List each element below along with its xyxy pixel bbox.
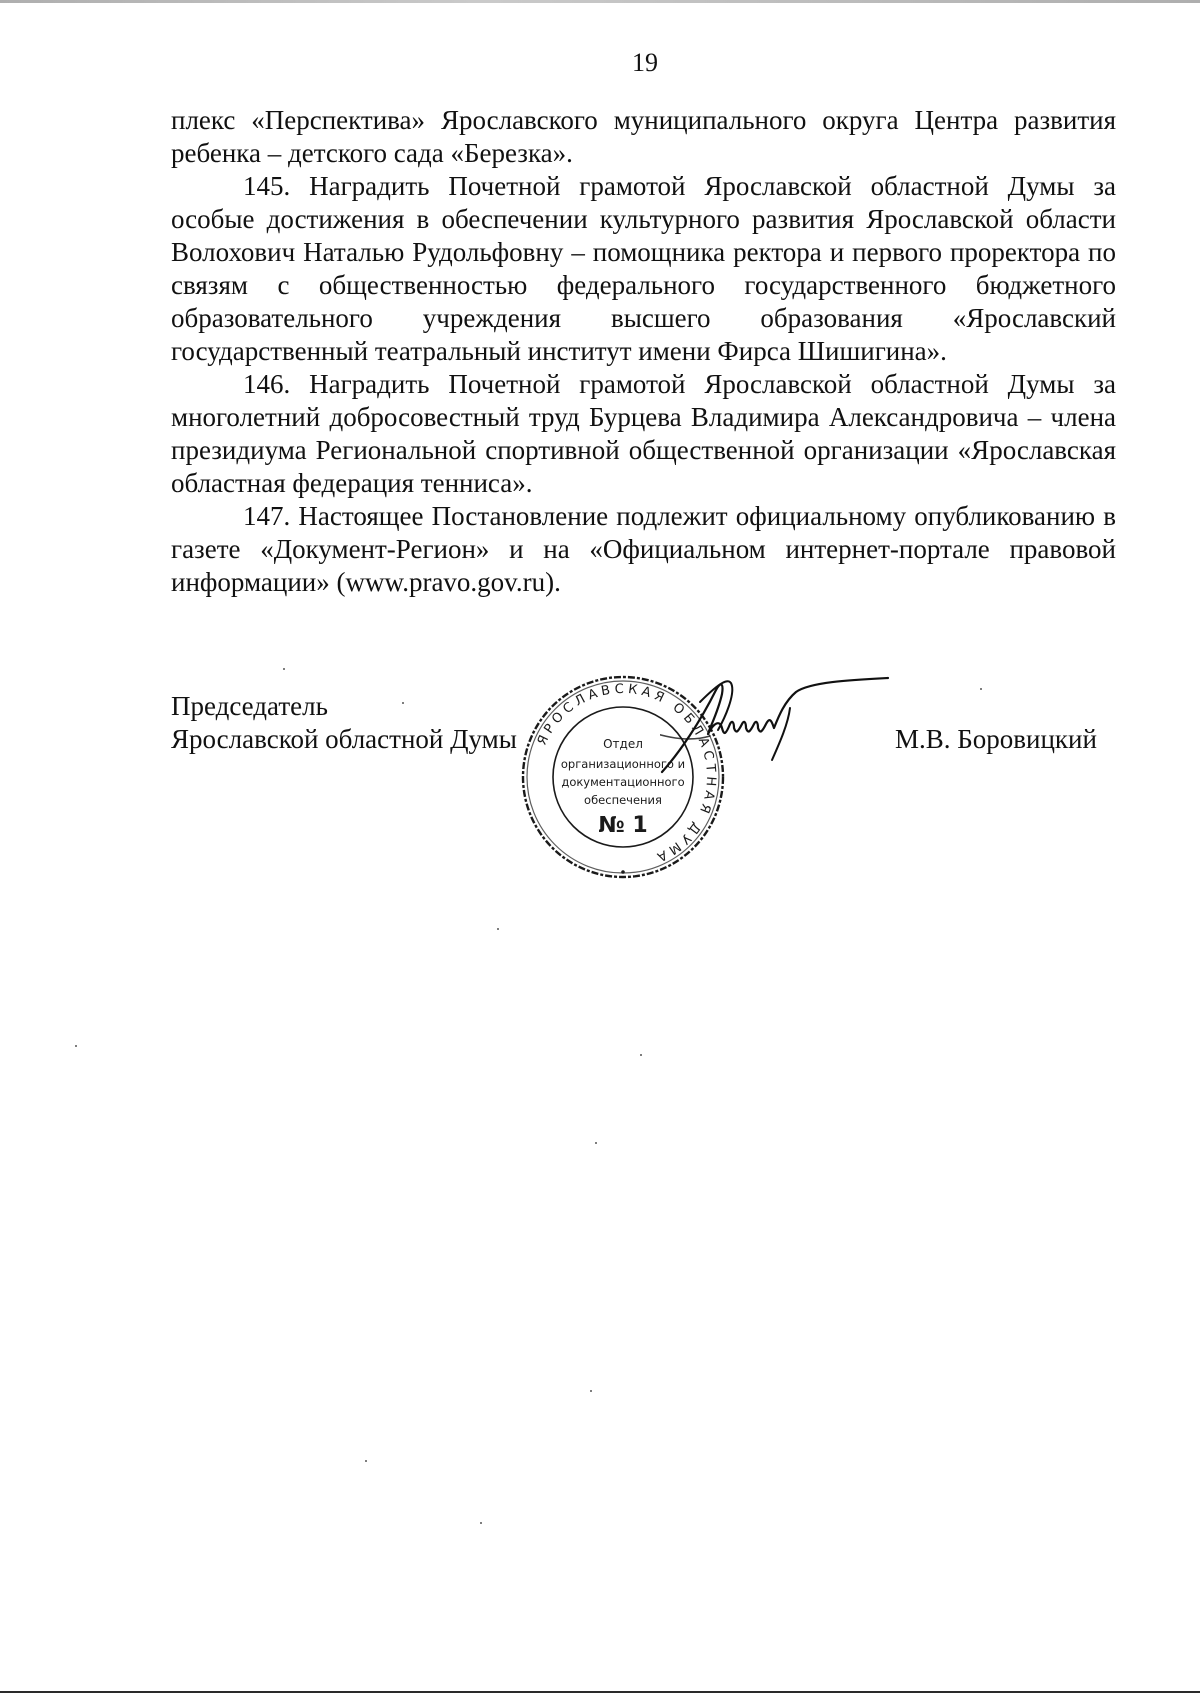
document-body xyxy=(171,104,1116,599)
stamp-line1: Отдел xyxy=(603,737,643,751)
scan-speck xyxy=(980,688,982,690)
paragraph-continuation: плекс «Перспектива» Ярославского муниципального округа Центра развития ребенка – детского сада «Березка». xyxy=(171,105,1116,168)
signature-block xyxy=(171,690,517,756)
scan-edge-top xyxy=(0,0,1200,3)
scan-speck xyxy=(497,928,499,930)
scan-speck xyxy=(595,1142,597,1144)
scan-speck xyxy=(640,1054,642,1056)
signer-position-line2: Ярославской областной Думы xyxy=(171,724,517,754)
scan-speck xyxy=(402,702,404,704)
stamp-outer-text: ЯРОСЛАВСКАЯ ОБЛАСТНАЯ ДУМА xyxy=(534,681,719,866)
paragraph-145: 145. Наградить Почетной грамотой Ярославской областной Думы за особые достижения в обеспечении культурного развития Ярославской области Волохович Наталью Рудольфовну – помощника ректора и первого проректора по связям с общественностью федерального государственного бюджетного образовательного учреждения высшего образования «Ярославский государственный театральный институт имени Фирса Шишигина». xyxy=(171,171,1116,366)
scan-speck xyxy=(480,1522,482,1524)
stamp-number: № 1 xyxy=(598,813,648,838)
stamp-line2: организационного и xyxy=(560,757,686,771)
paragraph-146: 146. Наградить Почетной грамотой Ярославской областной Думы за многолетний добросовестный труд Бурцева Владимира Александровича – члена президиума Региональной спортивной общественной организации «Ярославская областная федерация тенниса». xyxy=(171,369,1116,498)
scan-speck xyxy=(283,668,285,670)
stamp-line4: обеспечения xyxy=(584,793,662,807)
scan-speck xyxy=(75,1045,77,1047)
signer-position-line1: Председатель xyxy=(171,691,328,721)
scan-speck xyxy=(365,1460,367,1462)
handwritten-signature xyxy=(660,672,930,782)
scan-edge-bottom xyxy=(0,1691,1200,1693)
signer-name: М.В. Боровицкий xyxy=(895,724,1097,754)
stamp-line3: документационного xyxy=(561,775,685,789)
scan-speck xyxy=(590,1390,592,1392)
page-number: 19 xyxy=(632,48,658,77)
paragraph-147: 147. Настоящее Постановление подлежит официальному опубликованию в газете «Документ-Регион» и на «Официальном интернет-портале правовой информации» (www.pravo.gov.ru). xyxy=(171,501,1116,597)
